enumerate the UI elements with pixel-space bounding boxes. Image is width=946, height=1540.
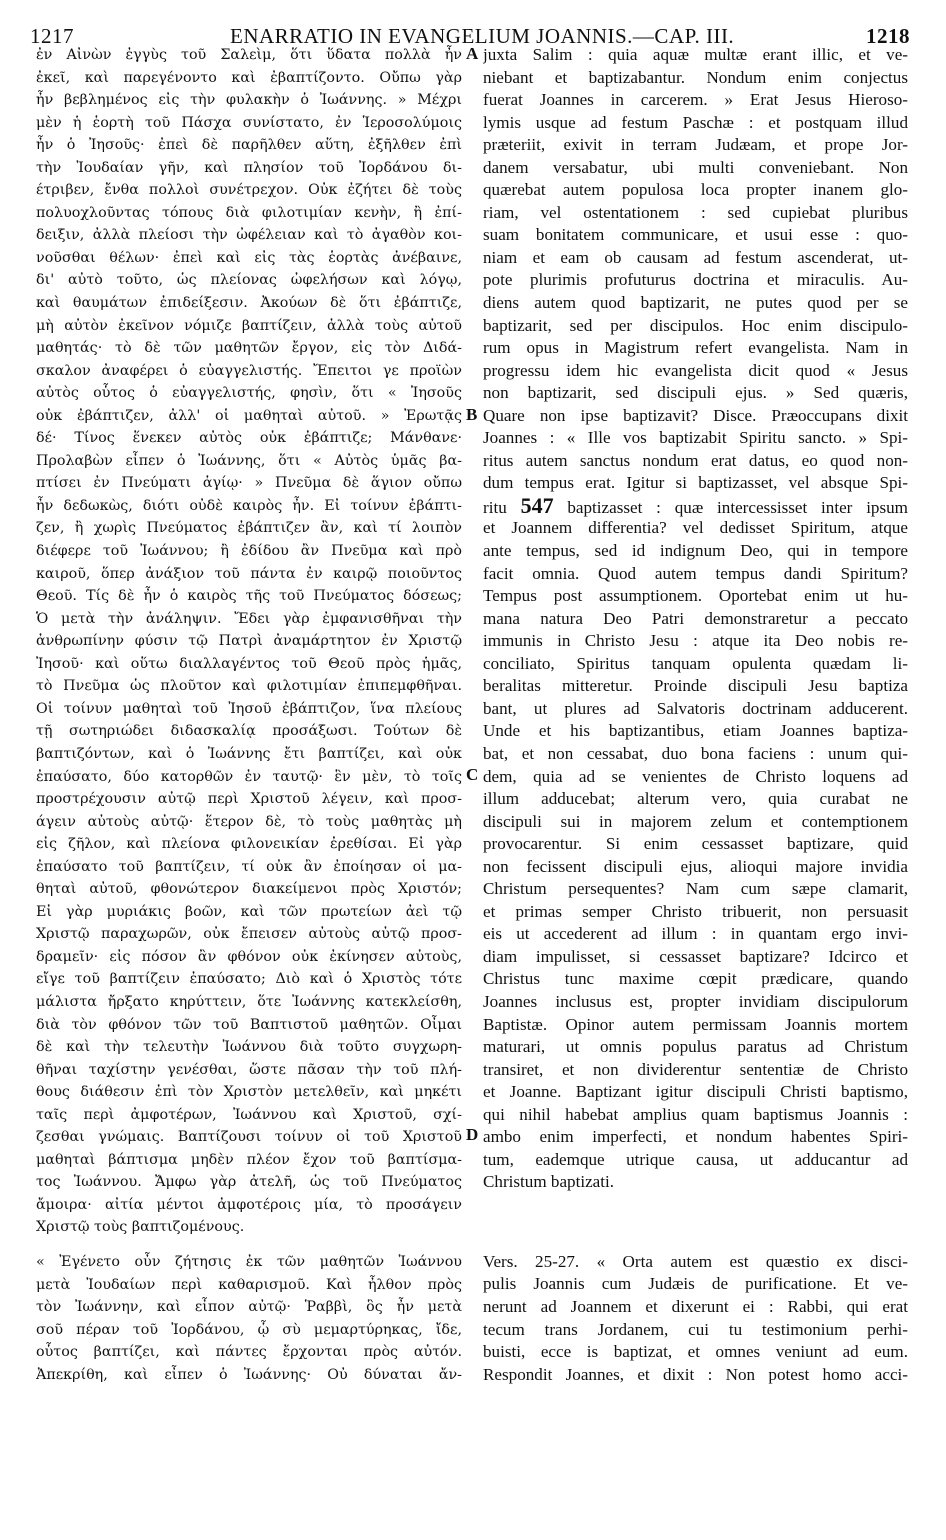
greek-text-line: Ἰησοῦ· καὶ οὕτω διαλλαγέντος τοῦ Θεοῦ πρὸς ἡμᾶς, xyxy=(36,655,462,672)
greek-text-line: εἴγε τοῦ βαπτίζειν ἐπαύσατο; Διὸ καὶ ὁ Χριστὸς τότε xyxy=(36,971,462,988)
greek-text-line: « Ἐγένετο οὖν ζήτησις ἐκ τῶν μαθητῶν Ἰωάννου xyxy=(36,1253,462,1270)
greek-text-line: ταῖς περὶ ἀμφοτέρων, Ἰωάννου καὶ Χριστοῦ, σχί- xyxy=(36,1106,462,1123)
greek-text-line: θηταὶ αὐτοῦ, φθονώτερον διακείμενοι πρὸς Χριστόν; xyxy=(36,881,462,898)
greek-text-line: δι' αὐτὸ τοῦτο, ὡς πλείονας ὠφελήσων καὶ λόγῳ, xyxy=(36,272,462,289)
latin-text-line: dem, quia ad se venientes de Christo loquens ad xyxy=(483,766,908,786)
greek-text-line: δὲ καὶ τὴν τελευτὴν Ἰωάννου διὰ τοῦτο συγχωρη- xyxy=(36,1039,462,1056)
greek-text-line: ζεσθαι γνώμαις. Βαπτίζουσι τοίνυν οἱ τοῦ Χριστοῦ xyxy=(36,1129,462,1146)
greek-text-line: ἀνθρωπίνην φύσιν τῷ Πατρὶ ἀναμάρτητον ἐν Χριστῷ xyxy=(36,633,462,650)
latin-text-line: Tempus post assumptionem. Oportebat enim ut hu- xyxy=(483,586,908,606)
latin-text-line: et primas semper Christo tribuerit, non persuasit xyxy=(483,901,908,921)
latin-text-line: bat, et non cessabat, duo bona faciens : unum qui- xyxy=(483,743,908,763)
latin-text-line: Joannes inclusus est, propter invidiam discipulorum xyxy=(483,991,908,1011)
greek-text-line: σοῦ πέραν τοῦ Ἰορδάνου, ᾧ σὺ μεμαρτύρηκας, ἴδε, xyxy=(36,1321,462,1338)
greek-text-line: ἐπαύσατο τοῦ βαπτίζειν, τί οὐκ ἂν ἐποίησαν οἱ μα- xyxy=(36,858,462,875)
running-title: ENARRATIO IN EVANGELIUM JOANNIS.—CAP. III. xyxy=(230,24,735,48)
greek-text-line: Χριστῷ παραχωρῶν, οὐκ ἔπεισεν αὐτοὺς αὐτῷ προσ- xyxy=(36,926,462,943)
latin-text-line: suam bonitatem communicare, et usui esse : quo- xyxy=(483,225,908,245)
latin-verse-line: pulis Joannis cum Judæis de purificatione. Et ve- xyxy=(483,1274,908,1294)
greek-text-line: Ἀπεκρίθη, καὶ εἶπεν ὁ Ἰωάννης· Οὐ δύναται ἄν- xyxy=(36,1366,462,1383)
latin-text-line: ante tempus, sed id indignum Deo, qui in tempore xyxy=(483,541,908,561)
latin-text-line: quærebat autem populosa loca propter inanem glo- xyxy=(483,180,908,200)
greek-text-line: ἦν βεβλημένος εἰς τὴν φυλακὴν ὁ Ἰωάννης. » Μέχρι xyxy=(36,92,462,109)
left-page-number: 1217 xyxy=(30,24,74,48)
latin-text-line: niam et eam ob causam ad festum ascenderat, ut- xyxy=(483,247,908,267)
latin-text-line: lymis usque ad festum Paschæ : et postquam illud xyxy=(483,112,908,132)
greek-text-line: δραμεῖν· εἰς πόσον ἂν φθόνον οὐκ ἐκίνησεν αὐτοὺς, xyxy=(36,948,462,965)
latin-text-line: provocarentur. Si enim cessasset baptizare, quid xyxy=(483,834,908,854)
latin-verse-line: buisti, ecce is baptizat, et omnes veniunt ad eum. xyxy=(483,1342,908,1362)
latin-verse-line: tecum trans Jordanem, cui tu testimonium perhi- xyxy=(483,1319,908,1339)
latin-text-line: Joannes : « Ille vos baptizabit Spiritu sancto. » Spi- xyxy=(483,428,908,448)
greek-text-line: αὐτὸς οὗτος ὁ εὐαγγελιστής, φησὶν, ὅτι « Ἰησοῦς xyxy=(36,385,462,402)
latin-text-line: eis ut accederent ad illum : in quantam ergo invi- xyxy=(483,924,908,944)
latin-verse-line: Respondit Joannes, et dixit : Non potest homo acci- xyxy=(483,1364,908,1384)
margin-marker-a: A xyxy=(466,44,479,63)
latin-text-line: non baptizarit, sed discipuli ejus. » Sed quæris, xyxy=(483,383,908,403)
greek-text-line: μαθηταὶ βάπτισμα μηδὲν πλέον ἔχον τοῦ βαπτίσμα- xyxy=(36,1151,462,1168)
greek-text-line: οὐκ ἐβάπτιζεν, ἀλλ' οἱ μαθηταὶ αὐτοῦ. » Ἐρωτᾷς xyxy=(36,407,462,424)
margin-marker-c: C xyxy=(466,765,479,784)
latin-text-line: pote plurimis profuturus doctrina et miraculis. Au- xyxy=(483,270,908,290)
section-number: 547 xyxy=(520,494,554,518)
latin-text-line: qui nihil habebat amplius quam baptismus Joannis : xyxy=(483,1104,908,1124)
latin-text-line: et Joanne. Baptizant igitur discipuli Christi baptismo, xyxy=(483,1082,908,1102)
latin-verse-line: nerunt ad Joannem et dixerunt ei : Rabbi, qui erat xyxy=(483,1296,908,1316)
greek-text-line: ἐπαύσατο, δύο κατορθῶν ἐν ταυτῷ· ἓν μὲν, τὸ τοῖς xyxy=(36,768,462,785)
latin-text-line: non fecissent discipuli ejus, alioqui majore invidia xyxy=(483,856,908,876)
latin-text-line xyxy=(483,495,908,518)
greek-text-line: ἦν ὁ Ἰησοῦς· ἐπεὶ δὲ παρῆλθεν αὕτη, ἐξῆλθεν ἐπὶ xyxy=(36,137,462,154)
latin-text-line: Christum persequentes? Nam cum sæpe clamarit, xyxy=(483,879,908,899)
latin-text-line: maturari, ut omnis populus paratus ad Christum xyxy=(483,1037,908,1057)
greek-text-line: πτίσει ἐν Πνεύματι ἁγίῳ· » Πνεῦμα δὲ ἅγιον οὔπω xyxy=(36,475,462,492)
greek-text-line: μετὰ Ἰουδαίων περὶ καθαρισμοῦ. Καὶ ἦλθον πρὸς xyxy=(36,1276,462,1293)
greek-text-line: καιροῦ, ὅπερ ἀνάξιον τοῦ πάντα ἐν καιρῷ ποιοῦντος xyxy=(36,565,462,582)
latin-text-line: facit omnia. Quod autem tempus dandi Spiritum? xyxy=(483,563,908,583)
right-page-number: 1218 xyxy=(866,24,910,48)
greek-text-line: Οἱ τοίνυν μαθηταὶ τοῦ Ἰησοῦ ἐβάπτιζον, ἵνα πλείους xyxy=(36,700,462,717)
latin-column xyxy=(483,44,908,1386)
greek-text-line: άγειν αὐτοὺς αὐτῷ· ἕτερον δὲ, τὸ τοὺς μαθητὰς μὴ xyxy=(36,813,462,830)
latin-text-line: conciliato, Spiritus tanquam opulenta quædam li- xyxy=(483,653,908,673)
latin-line-rest: baptizasset : quæ intercessisset inter ipsum xyxy=(567,497,908,517)
latin-text-line: diens autem quod baptizarit, ne putes quod per se xyxy=(483,293,908,313)
greek-text-line: Θεοῦ. Τίς δὲ ἦν ὁ καιρὸς τῆς τοῦ Πνεύματος δόσεως; xyxy=(36,588,462,605)
greek-text-line: προστρέχουσιν αὐτῷ περὶ Χριστοῦ λέγειν, καὶ προσ- xyxy=(36,791,462,808)
greek-text-line: έτριβεν, ἔνθα πολλοὶ συνέτρεχον. Οὐκ ἐζήτει δὲ τοὺς xyxy=(36,182,462,199)
greek-text-line: Προλαβὼν εἶπεν ὁ Ἰωάννης, ὅτι « Αὐτὸς ὑμᾶς βα- xyxy=(36,452,462,469)
latin-text-line: baptizarit, sed per discipulos. Hoc enim discipulo- xyxy=(483,315,908,335)
latin-text-line: Unde et his baptizantibus, etiam Joannes baptiza- xyxy=(483,721,908,741)
latin-text-line: ambo enim imperfecti, et nondum habentes Spiri- xyxy=(483,1127,908,1147)
greek-text-line: βαπτιζόντων, καὶ ὁ Ἰωάννης ἔτι βαπτίζει, καὶ οὐκ xyxy=(36,745,462,762)
greek-text-line: τος Ἰωάννου. Ἄμφω γὰρ ἀτελῆ, ὡς τοῦ Πνεύματος xyxy=(36,1174,462,1191)
latin-text-line: juxta Salim : quia aquæ multæ erant illic, et ve- xyxy=(483,45,908,64)
latin-text-line: progressu idem hic evangelista dicit quod « Jesus xyxy=(483,360,908,380)
greek-text-line: ζεν, ἢ χωρὶς Πνεύματος ἐβάπτιζεν ἂν, καὶ τί λοιπὸν xyxy=(36,520,462,537)
latin-text-line: mana natura Deo Patri demonstraretur a peccato xyxy=(483,608,908,628)
greek-text-line: θῆναι ταχίστην γενέσθαι, ὥστε πᾶσαν τὴν τοῦ πλή- xyxy=(36,1061,462,1078)
greek-text-line: τὸ Πνεῦμα ὡς πλοῦτον καὶ φιλοτιμίαν ἐπιπεμφθῆναι. xyxy=(36,678,462,695)
latin-text-line: et Joannem differentia? vel dedisset Spiritum, atque xyxy=(483,518,908,538)
greek-text-line: σκαλον ἀναφέρει ὁ εὐαγγελιστής. Ἔπειτοι γε προϊὼν xyxy=(36,362,462,379)
greek-text-line: Εἰ γὰρ μυριάκις βοῶν, καὶ τῶν πρωτείων ἀεὶ τῷ xyxy=(36,903,462,920)
greek-text-line: Ὁ μετὰ τὴν ἀνάληψιν. Ἔδει γὰρ ἐμφανισθῆναι τὴν xyxy=(36,610,462,627)
latin-text-line: beralitas mitteretur. Proinde discipuli Jesu baptiza xyxy=(483,676,908,696)
latin-text-line: dum tempus erat. Igitur si baptizasset, vel absque Spi- xyxy=(483,473,908,493)
latin-verse-line: Vers. 25-27. « Orta autem est quæstio ex disci- xyxy=(483,1251,908,1271)
greek-text-line: οὗτος βαπτίζει, καὶ πάντες ἔρχονται πρὸς αὐτόν. xyxy=(36,1344,462,1361)
latin-text-line: rum opus in Magistrum refert evangelista. Nam in xyxy=(483,338,908,358)
latin-text-line: Christum baptizati. xyxy=(483,1172,615,1192)
greek-text-line: μάλιστα ἤρξατο κηρύττειν, ὅτε Ἰωάννης κατεκλείσθη, xyxy=(36,993,462,1010)
latin-text-line: bant, ut plures ad Salvatoris doctrinam adducerent. xyxy=(483,698,908,718)
section-gap xyxy=(483,1194,908,1251)
greek-text-line: δειξιν, ἀλλὰ πλείοσι τὴν ὠφέλειαν καὶ τὸ ἀγαθὸν κοι- xyxy=(36,227,462,244)
latin-text-line: Baptistæ. Opinor autem permissam Joannis mortem xyxy=(483,1014,908,1034)
greek-text-line: τῇ σωτηριώδει διδασκαλίᾳ προσάξωσι. Τούτων δὲ xyxy=(36,723,462,740)
latin-text-line: danem versabatur, ubi multi conveniebant. Non xyxy=(483,157,908,177)
latin-text-line: Christus tunc maxime cœpit prædicare, quando xyxy=(483,969,908,989)
latin-text-line: Quare non ipse baptizavit? Disce. Præoccupans dixit xyxy=(483,405,908,425)
latin-text-line: transiret, et non dividerentur sententiæ de Christo xyxy=(483,1059,908,1079)
margin-marker-d: D xyxy=(466,1125,479,1144)
latin-text-line: fuerat Joannes in carcerem. » Erat Jesus Hieroso- xyxy=(483,90,908,110)
greek-text-line: θους διάθεσιν ἐπὶ τὸν Χριστὸν μετελθεῖν, καὶ μηκέτι xyxy=(36,1084,462,1101)
greek-text-line: νοῦσθαι θέλων· ἐπεὶ καὶ εἰς τὰς ἑορτὰς ἀνέβαινε, xyxy=(36,249,462,266)
latin-text-line: præteriit, exivit in terram Judæam, et prope Jor- xyxy=(483,135,908,155)
latin-text-line: tum, eademque utrique causa, ut adducantur ad xyxy=(483,1149,908,1169)
greek-text-line: μὴ αὐτὸν ἐκεῖνον νόμιζε βαπτίζειν, ἀλλὰ τοὺς αὐτοῦ xyxy=(36,317,462,334)
greek-column xyxy=(36,44,462,1386)
greek-text-line: τὸν Ἰωάννην, καὶ εἶπον αὐτῷ· Ῥαββὶ, ὃς ἦν μετὰ xyxy=(36,1299,462,1316)
greek-text-line: καὶ θαυμάτων ἐπιδείξεσιν. Ἀκούων δὲ ὅτι ἐβάπτιζε, xyxy=(36,295,462,312)
latin-text-line: riam, vel ostentationem : sed cupiebat pluribus xyxy=(483,202,908,222)
latin-text-line: discipuli sui in majorem zelum et contemptionem xyxy=(483,811,908,831)
greek-text-line: μὲν ἡ ἑορτὴ τοῦ Πάσχα συνίστατο, ἐν Ἱεροσολύμοις xyxy=(36,114,462,131)
paragraph-gap xyxy=(36,1239,462,1251)
latin-text-line: niebant et baptizabantur. Nondum enim conjectus xyxy=(483,67,908,87)
greek-text-line: τὴν Ἰουδαίαν γῆν, καὶ πλησίον τοῦ Ἰορδάνου δι- xyxy=(36,159,462,176)
greek-text-line: δέ· Τίνος ἕνεκεν αὐτὸς οὐκ ἐβάπτιζε; Μάνθανε· xyxy=(36,430,462,447)
latin-line-prefix: ritu xyxy=(483,497,507,517)
greek-text-line: Χριστῷ τοὺς βαπτιζομένους. xyxy=(36,1219,245,1236)
margin-marker-b: B xyxy=(466,405,478,424)
greek-text-line: ἐν Αἰνὼν ἐγγὺς τοῦ Σαλεὶμ, ὅτι ὕδατα πολλὰ ἦν xyxy=(36,47,462,63)
latin-text-line: immunis in Christo Jesu : atque ita Deo nobis re- xyxy=(483,631,908,651)
greek-text-line: ἐκεῖ, καὶ παρεγένοντο καὶ ἐβαπτίζοντο. Οὔπω γὰρ xyxy=(36,69,462,86)
greek-text-line: διέφερε τοῦ Ἰωάννου; ἢ ἐδίδου ἂν Πνεῦμα καὶ πρὸ xyxy=(36,543,462,560)
latin-text-line: ritus autem sanctus nondum erat datus, eo quod non- xyxy=(483,450,908,470)
greek-text-line: μαθητάς· τὸ δὲ τῶν μαθητῶν ἔργον, εἰς τὸν Διδά- xyxy=(36,340,462,357)
greek-text-line: εἰς ζῆλον, καὶ πλείονα φιλονεικίαν ἐρεθίσαι. Εἰ γὰρ xyxy=(36,836,462,853)
latin-text-line: illum adducebat; alterum vero, quia curabat ne xyxy=(483,789,908,809)
greek-text-line: πολυοχλοῦντας τόπους διὰ φιλοτιμίαν κενὴν, ἢ ἐπί- xyxy=(36,204,462,221)
greek-text-line: ἄμοιρα· αἰτία μέντοι ἀμφοτέροις μία, τὸ προσάγειν xyxy=(36,1196,462,1213)
latin-text-line: diam impulisset, si cessasset baptizare? Idcirco et xyxy=(483,946,908,966)
greek-text-line: ἦν δεδωκὼς, διότι οὐδὲ καιρὸς ἦν. Εἰ τοίνυν ἐβάπτι- xyxy=(36,497,462,514)
greek-text-line: διὰ τὸν φθόνον τῶν τοῦ Βαπτιστοῦ μαθητῶν. Οἶμαι xyxy=(36,1016,462,1033)
